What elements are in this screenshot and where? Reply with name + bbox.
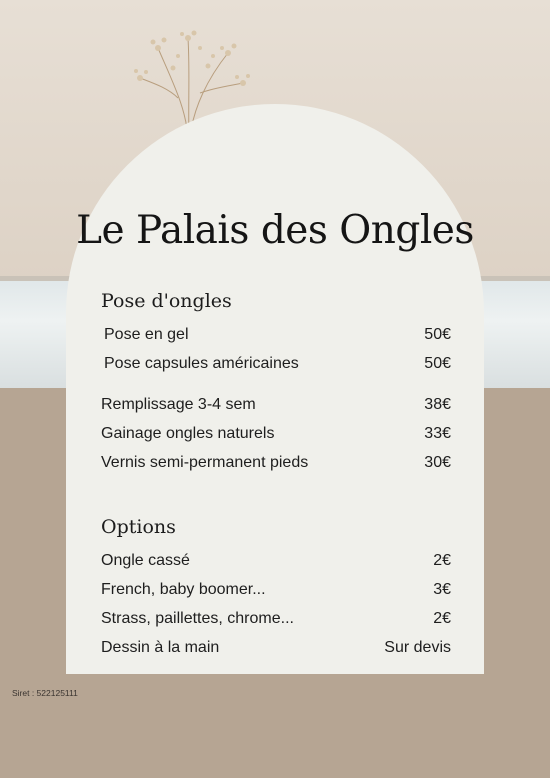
item-name: Remplissage 3-4 sem <box>101 396 256 413</box>
item-price: Sur devis <box>384 639 451 656</box>
siret-number: Siret : 522125111 <box>12 688 78 698</box>
item-name: Ongle cassé <box>101 552 190 569</box>
list-item <box>101 552 451 570</box>
section-heading: Options <box>101 516 176 538</box>
list-item <box>104 355 451 373</box>
list-item <box>101 425 451 443</box>
list-item <box>101 581 451 599</box>
item-price: 38€ <box>424 396 451 413</box>
item-name: Pose capsules américaines <box>104 355 299 372</box>
list-item <box>101 454 451 472</box>
list-item <box>104 326 451 344</box>
item-price: 2€ <box>433 552 451 569</box>
item-name: Dessin à la main <box>101 639 220 656</box>
item-price: 30€ <box>424 454 451 471</box>
item-price: 50€ <box>424 326 451 343</box>
list-item <box>101 610 451 628</box>
list-item <box>101 639 451 657</box>
item-price: 3€ <box>433 581 451 598</box>
page-title: Le Palais des Ongles <box>76 208 474 253</box>
item-price: 2€ <box>433 610 451 627</box>
item-name: French, baby boomer... <box>101 581 266 598</box>
item-name: Gainage ongles naturels <box>101 425 275 442</box>
section-heading: Pose d'ongles <box>101 290 232 312</box>
item-price: 33€ <box>424 425 451 442</box>
list-item <box>101 396 451 414</box>
item-name: Pose en gel <box>104 326 189 343</box>
item-name: Vernis semi-permanent pieds <box>101 454 309 471</box>
item-price: 50€ <box>424 355 451 372</box>
item-name: Strass, paillettes, chrome... <box>101 610 294 627</box>
